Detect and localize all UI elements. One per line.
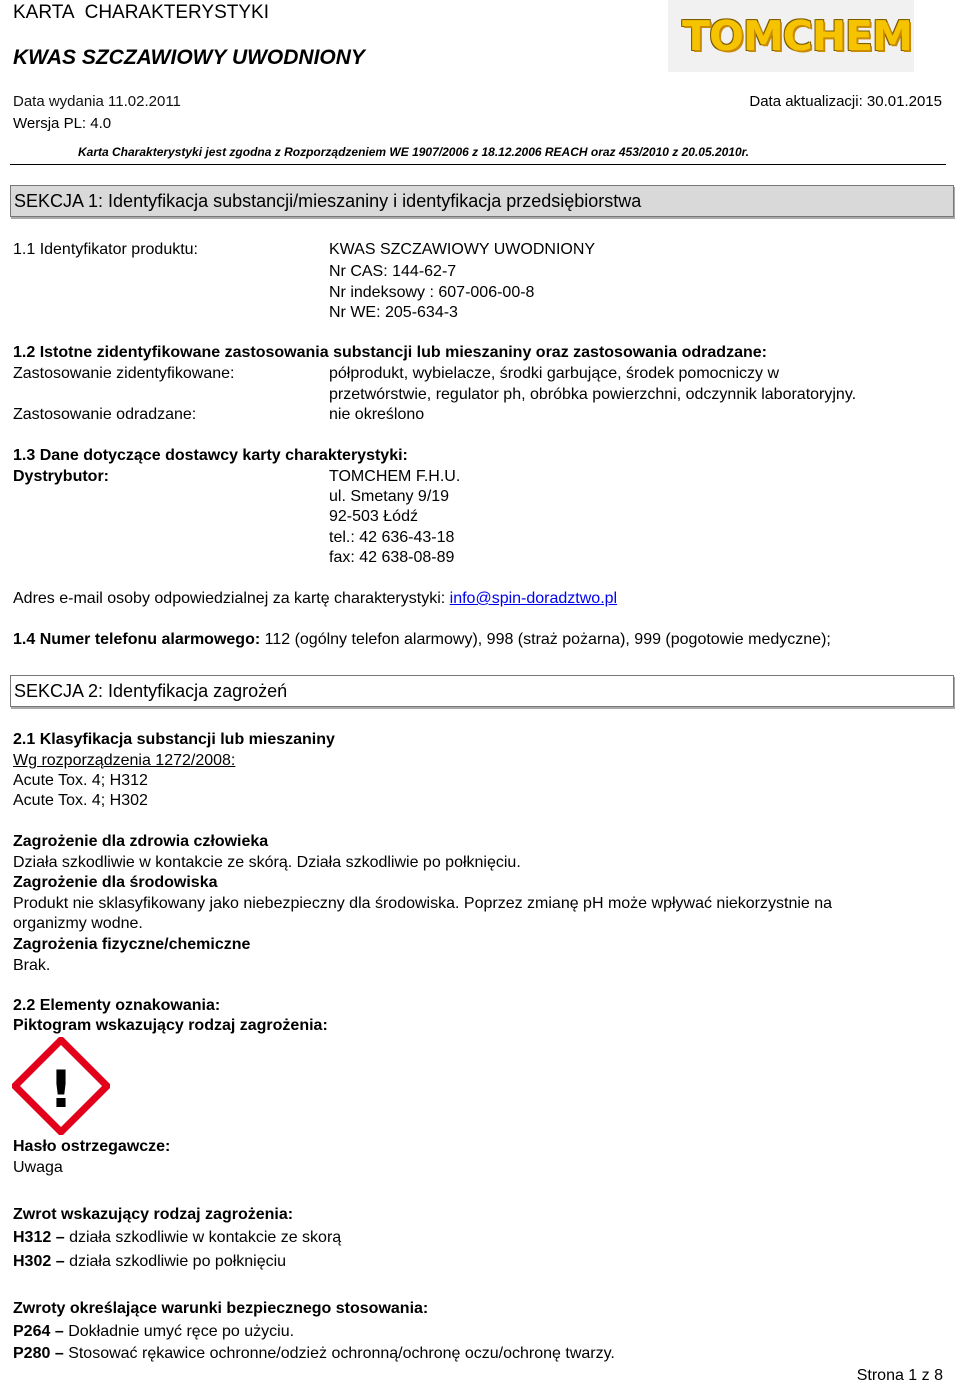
version: Wersja PL: 4.0 [13, 115, 112, 132]
p280-dash: – [54, 1345, 64, 1362]
document-type-title [13, 2, 279, 24]
health-hazard-text: Działa szkodliwie w kontakcie ze skórą. Działa szkodliwie po połknięciu. [13, 854, 521, 871]
p280-text: Stosować rękawice ochronne/odzież ochronną/ochronę oczu/ochronę twarzy. [68, 1345, 615, 1362]
exclamation-mark-pictogram-icon [12, 1037, 110, 1135]
phys-hazard-heading: Zagrożenia fizyczne/chemiczne [13, 936, 251, 953]
identified-uses-label: Zastosowanie zidentyfikowane: [13, 365, 235, 382]
we-number: Nr WE: 205-634-3 [329, 304, 458, 321]
env-hazard-text-1: Produkt nie sklasyfikowany jako niebezpieczny dla środowiska. Poprzez zmianę pH może wpływać niekorzystnie na [13, 895, 833, 912]
label-elements-heading: 2.2 Elementy oznakowania: [13, 997, 221, 1014]
supplier-heading: 1.3 Dane dotyczące dostawcy karty charakterystyki: [13, 447, 408, 464]
doc-title-part2: CHARAKTERYSTYKI [84, 2, 270, 23]
company-city: 92-503 Łódź [329, 508, 418, 525]
precautionary-statement-p280 [13, 1345, 615, 1363]
page-number: Strona 1 z 8 [856, 1367, 943, 1384]
hazard-statements-label: Zwrot wskazujący rodzaj zagrożenia: [13, 1206, 294, 1223]
email-label: Adres e-mail osoby odpowiedzialnej za kartę charakterystyki: [13, 590, 446, 607]
p264-dash: – [54, 1323, 64, 1340]
section-1-title: SEKCJA 1: Identyfikacja substancji/mieszaniny i identyfikacja przedsiębiorstwa [10, 185, 954, 217]
h312-text: działa szkodliwie w kontakcie ze skorą [69, 1229, 342, 1246]
p264-code: P264 [13, 1323, 51, 1340]
section-2-title: SEKCJA 2: Identyfikacja zagrożeń [10, 675, 954, 707]
uses-advised-against-label: Zastosowanie odradzane: [13, 406, 197, 423]
doc-title-part1: KARTA [13, 2, 75, 23]
signal-word: Uwaga [13, 1159, 63, 1176]
distributor-label: Dystrybutor: [13, 468, 110, 485]
hazard-statement-h312 [13, 1229, 341, 1247]
h302-code: H302 [13, 1253, 52, 1270]
header-divider [10, 164, 946, 165]
logo-text: TOMCHEM [682, 12, 912, 60]
email-link[interactable]: info@spin-doradztwo.pl [449, 590, 618, 607]
h312-code: H312 [13, 1229, 52, 1246]
company-tel: tel.: 42 636-43-18 [329, 529, 455, 546]
update-date: Data aktualizacji: 30.01.2015 [749, 93, 942, 110]
classification-item-1: Acute Tox. 4; H312 [13, 772, 148, 789]
emergency-phone-line [13, 631, 831, 649]
precautionary-statement-p264 [13, 1323, 294, 1341]
env-hazard-text-2: organizmy wodne. [13, 915, 143, 932]
company-street: ul. Smetany 9/19 [329, 488, 450, 505]
identified-uses-value-1: półprodukt, wybielacze, środki garbujące, środek pomocniczy w [329, 365, 779, 382]
h302-dash: – [55, 1253, 65, 1270]
classification-item-2: Acute Tox. 4; H302 [13, 792, 148, 809]
emergency-phone-text: 112 (ogólny telefon alarmowy), 998 (straż pożarna), 999 (pogotowie medyczne); [264, 631, 831, 648]
company-name: TOMCHEM F.H.U. [329, 468, 461, 485]
pictogram-symbol: ! [49, 1060, 73, 1120]
email-line [13, 590, 617, 608]
p264-text: Dokładnie umyć ręce po użyciu. [68, 1323, 295, 1340]
regulation-note: Karta Charakterystyki jest zgodna z Rozporządzeniem WE 1907/2006 z 18.12.2006 REACH oraz 453/2010 z 20.05.2010r. [78, 145, 749, 159]
index-number: Nr indeksowy : 607-006-00-8 [329, 284, 535, 301]
h302-text: działa szkodliwie po połknięciu [69, 1253, 287, 1270]
pictogram-label: Piktogram wskazujący rodzaj zagrożenia: [13, 1017, 328, 1034]
company-fax: fax: 42 638-08-89 [329, 549, 455, 566]
product-title: KWAS SZCZAWIOWY UWODNIONY [13, 46, 365, 69]
precautionary-statements-label: Zwroty określające warunki bezpiecznego stosowania: [13, 1300, 429, 1317]
p280-code: P280 [13, 1345, 51, 1362]
signal-word-label: Hasło ostrzegawcze: [13, 1138, 171, 1155]
health-hazard-heading: Zagrożenie dla zdrowia człowieka [13, 833, 269, 850]
tomchem-logo [668, 0, 914, 72]
product-identifier-name: KWAS SZCZAWIOWY UWODNIONY [329, 241, 596, 258]
product-identifier-label: 1.1 Identyfikator produktu: [13, 241, 198, 258]
cas-number: Nr CAS: 144-62-7 [329, 263, 457, 280]
classification-regulation: Wg rozporządzenia 1272/2008: [13, 752, 236, 769]
hazard-statement-h302 [13, 1253, 286, 1271]
h312-dash: – [55, 1229, 65, 1246]
classification-heading: 2.1 Klasyfikacja substancji lub mieszaniny [13, 731, 335, 748]
identified-uses-value-2: przetwórstwie, regulator ph, obróbka powierzchni, odczynnik laboratoryjny. [329, 386, 857, 403]
phys-hazard-text: Brak. [13, 957, 51, 974]
env-hazard-heading: Zagrożenie dla środowiska [13, 874, 218, 891]
uses-advised-against-value: nie określono [329, 406, 425, 423]
uses-heading: 1.2 Istotne zidentyfikowane zastosowania substancji lub mieszaniny oraz zastosowania odradzane: [13, 344, 767, 361]
issue-date: Data wydania 11.02.2011 [13, 93, 181, 110]
emergency-phone-heading: 1.4 Numer telefonu alarmowego: [13, 631, 261, 648]
